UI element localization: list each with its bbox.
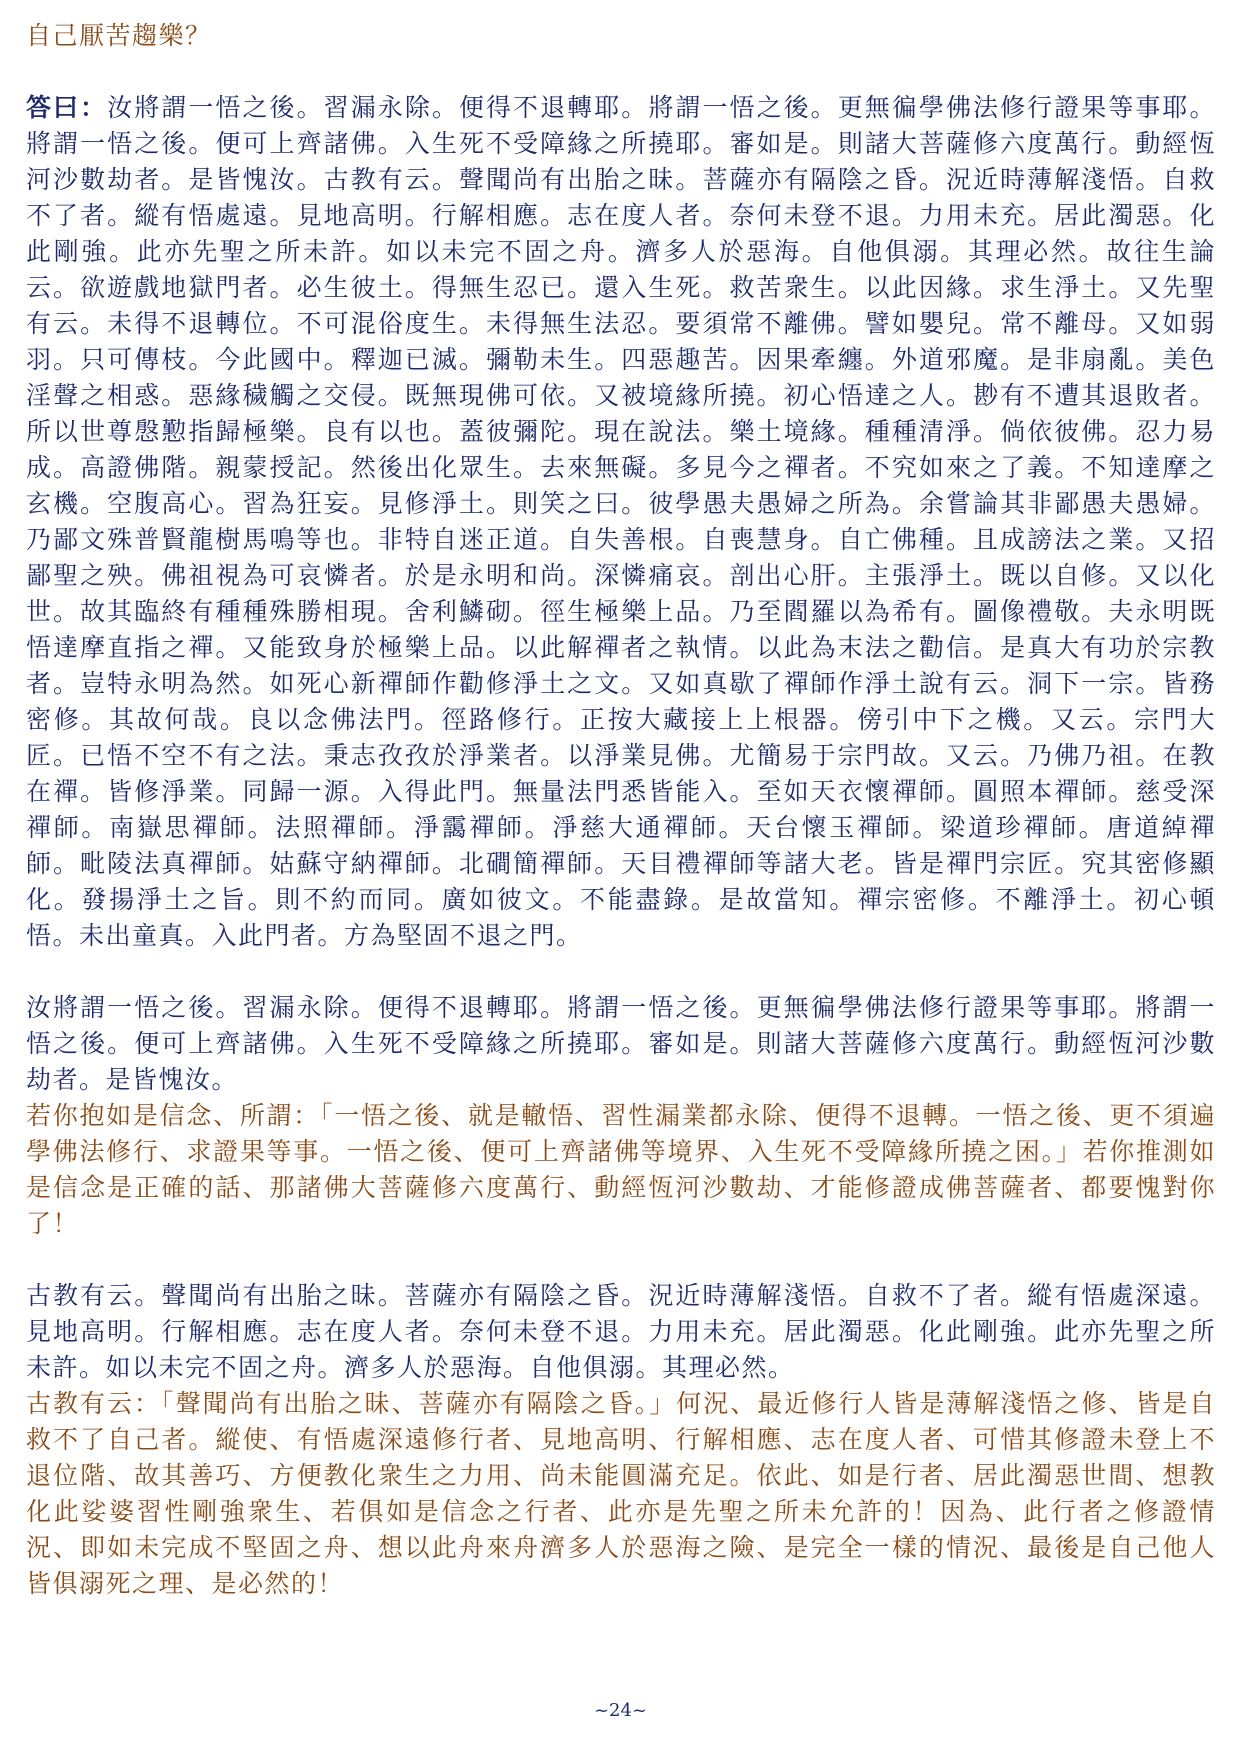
answer-text: 汝將謂一悟之後。習漏永除。便得不退轉耶。將謂一悟之後。更無徧學佛法修行證果等事耶。將謂一悟之後。便可上齊諸佛。入生死不受障緣之所撓耶。審如是。則諸大菩薩修六度萬行。動經恆河沙數劫者。是皆愧汝。古教有云。聲聞尚有出胎之昧。菩薩亦有隔陰之昏。況近時薄解淺悟。自救不了者。縱有悟處遠。見地高明。行解相應。志在度人者。奈何未登不退。力用未充。居此濁惡。化此剛強。此亦先聖之所未許。如以未完不固之舟。濟多人於惡海。自他俱溺。其理必然。故往生論云。欲遊戲地獄門者。必生彼土。得無生忍已。還入生死。救苦衆生。以此因緣。求生淨土。又先聖有云。未得不退轉位。不可混俗度生。未得無生法忍。要須常不離佛。譬如嬰兒。常不離母。又如弱羽。只可傳枝。今此國中。釋迦已滅。彌勒未生。四惡趣苦。因果牽纏。外道邪魔。是非扇亂。美色淫聲之相惑。惡緣穢觸之交侵。既無現佛可依。又被境緣所撓。初心悟達之人。尠有不遭其退敗者。所以世尊慇懃指歸極樂。良有以也。蓋彼彌陀。現在說法。樂土境緣。種種清淨。倘依彼佛。忍力易成。高證佛階。親蒙授記。然後出化眾生。去來無礙。多見今之禪者。不究如來之了義。不知達摩之玄機。空腹高心。習為狂妄。見修淨土。則笑之曰。彼學愚夫愚婦之所為。余嘗論其非鄙愚夫愚婦。乃鄙文殊普賢龍樹馬鳴等也。非特自迷正道。自失善根。自喪慧身。自亡佛種。且成謗法之業。又招鄙聖之殃。佛祖視為可哀憐者。於是永明和尚。深憐痛哀。剖出心肝。主張淨土。既以自修。又以化世。故其臨終有種種殊勝相現。舍利鱗砌。徑生極樂上品。乃至閻羅以為希有。圖像禮敬。夫永明既悟達摩直指之禪。又能致身於極樂上品。以此解禪者之執情。以此為末法之勸信。是真大有功於宗教者。豈特永明為然。如死心新禪師作勸修淨土之文。又如真歇了禪師作淨土說有云。洞下一宗。皆務密修。其故何哉。良以念佛法門。徑路修行。正按大藏接上上根器。傍引中下之機。又云。宗門大匠。已悟不空不有之法。秉志孜孜於淨業者。以淨業見佛。尤簡易于宗門故。又云。乃佛乃祖。在教在禪。皆修淨業。同歸一源。入得此門。無量法門悉皆能入。至如天衣懷禪師。圓照本禪師。慈受深禪師。南嶽思禪師。法照禪師。淨靄禪師。淨慈大通禪師。天台懷玉禪師。梁道珍禪師。唐道綽禪師。毗陵法真禪師。姑蘇守納禪師。北磵簡禪師。天目禮禪師等諸大老。皆是禪門宗匠。究其密修顯化。發揚淨土之旨。則不約而同。廣如彼文。不能盡錄。是故當知。禪宗密修。不離淨土。初心頓悟。未出童真。入此門者。方為堅固不退之門。: [26, 93, 1216, 950]
page-number: ~24~: [593, 1700, 648, 1721]
answer-label: 答曰：: [26, 93, 108, 122]
commentary-paragraph-2: 古教有云：「聲聞尚有出胎之昧、菩薩亦有隔陰之昏。」何況、最近修行人皆是薄解淺悟之修、皆是自救不了自己者。縱使、有悟處深遠修行者、見地高明、行解相應、志在度人者、可惜其修證未登上不退位階、故其善巧、方便教化衆生之力用、尚未能圓滿充足。依此、如是行者、居此濁惡世間、想教化此娑婆習性剛強衆生、若俱如是信念之行者、此亦是先聖之所未允許的！因為、此行者之修證情況、即如未完成不堅固之舟、想以此舟來舟濟多人於惡海之險、是完全一樣的情況、最後是自己他人皆俱溺死之理、是必然的！: [26, 1389, 1216, 1598]
spacer: [26, 54, 1216, 90]
quote-paragraph-2: 古教有云。聲聞尚有出胎之昧。菩薩亦有隔陰之昏。況近時薄解淺悟。自救不了者。縱有悟處深遠。見地高明。行解相應。志在度人者。奈何未登不退。力用未充。居此濁惡。化此剛強。此亦先聖之所未許。如以未完不固之舟。濟多人於惡海。自他俱溺。其理必然。: [26, 1281, 1216, 1382]
quote-paragraph-1: 汝將謂一悟之後。習漏永除。便得不退轉耶。將謂一悟之後。更無徧學佛法修行證果等事耶。將謂一悟之後。便可上齊諸佛。入生死不受障緣之所撓耶。審如是。則諸大菩薩修六度萬行。動經恆河沙數劫者。是皆愧汝。: [26, 993, 1216, 1094]
page-title: 自己厭苦趨樂？: [26, 21, 212, 50]
answer-paragraph: [26, 90, 1216, 954]
spacer: [26, 954, 1216, 990]
spacer: [26, 1242, 1216, 1278]
document-page: [26, 18, 1216, 1602]
commentary-paragraph-1: 若你抱如是信念、所謂：「一悟之後、就是轍悟、習性漏業都永除、便得不退轉。一悟之後、更不須遍學佛法修行、求證果等事。一悟之後、便可上齊諸佛等境界、入生死不受障緣所撓之困。」若你推測如是信念是正確的話、那諸佛大菩薩修六度萬行、動經恆河沙數劫、才能修證成佛菩薩者、都要愧對你了！: [26, 1101, 1216, 1238]
